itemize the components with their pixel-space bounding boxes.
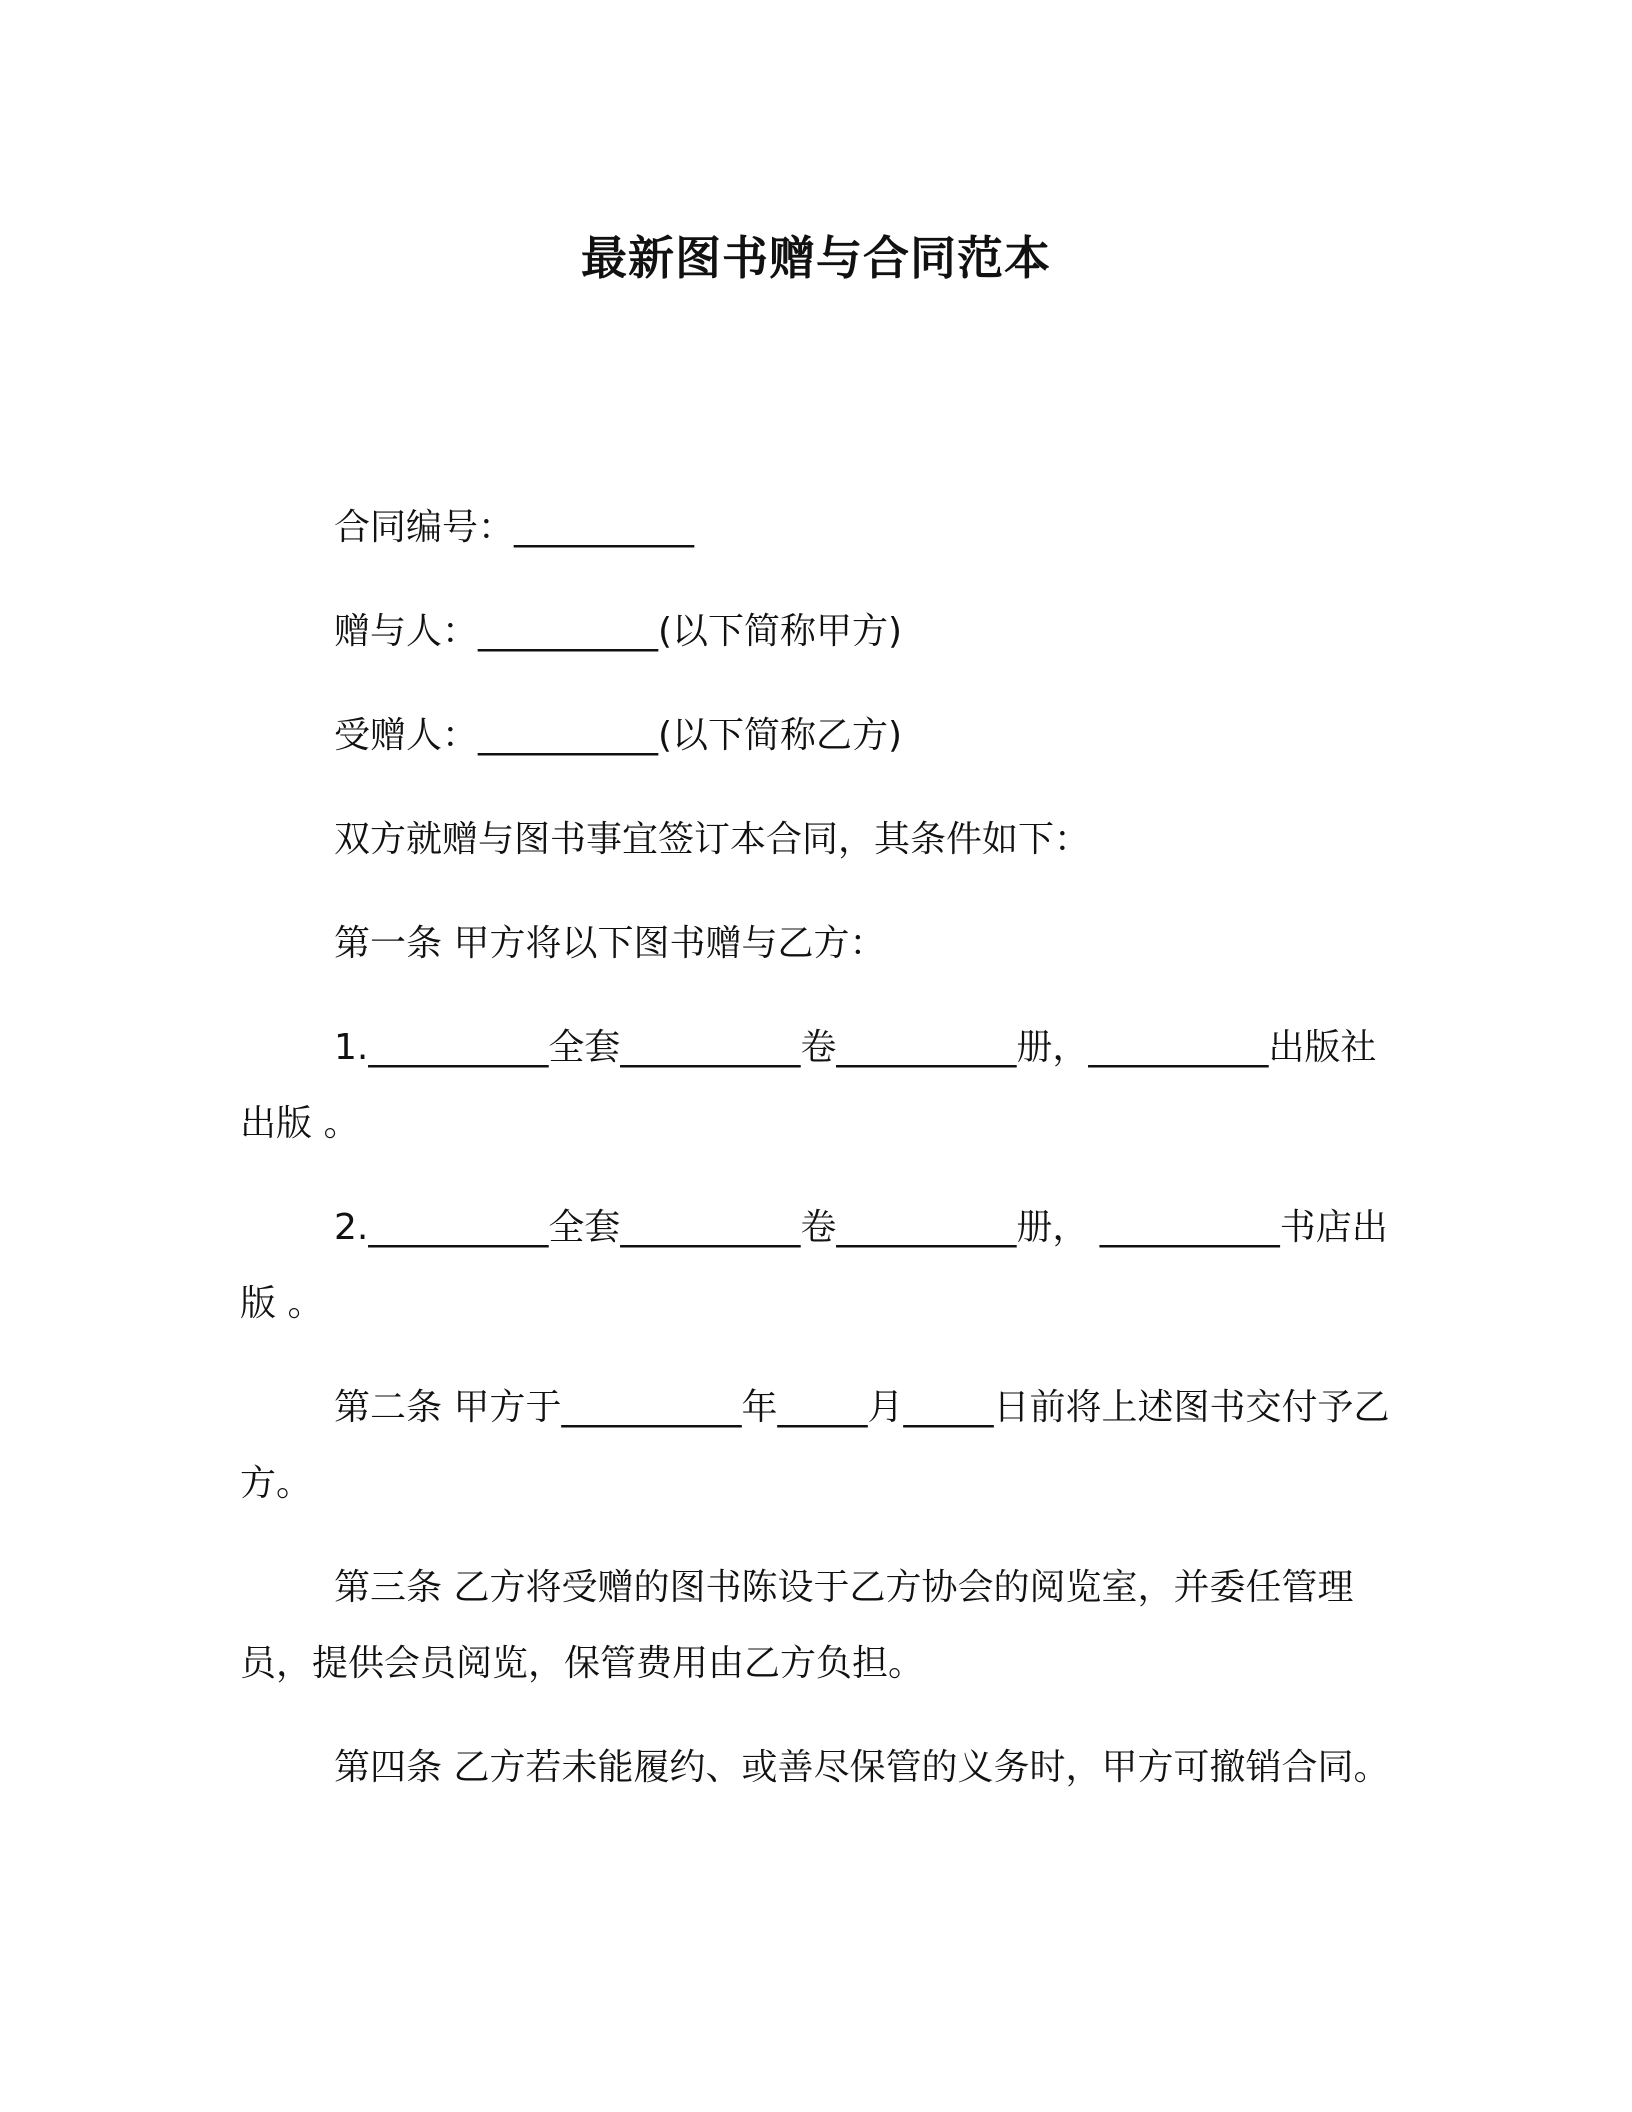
article-3: 第三条 乙方将受赠的图书陈设于乙方协会的阅览室，并委任管理员，提供会员阅览，保管费用由乙方负担。 — [240, 1567, 1354, 1684]
document-body — [240, 490, 1400, 1834]
document-title: 最新图书赠与合同范本 — [581, 231, 1051, 285]
donor-line: 赠与人：__________(以下简称甲方) — [334, 611, 903, 652]
book-item-1: 1.__________全套__________卷__________册，__________出版社出版 。 — [240, 1027, 1377, 1144]
book-item-2: 2.__________全套__________卷__________册， __________书店出版 。 — [240, 1207, 1388, 1324]
agreement-intro: 双方就赠与图书事宜签订本合同，其条件如下： — [334, 819, 1091, 860]
article-1-heading: 第一条 甲方将以下图书赠与乙方： — [334, 923, 886, 964]
contract-number-line: 合同编号：__________ — [334, 507, 695, 548]
recipient-line: 受赠人：__________(以下简称乙方) — [334, 715, 903, 756]
article-4: 第四条 乙方若未能履约、或善尽保管的义务时，甲方可撤销合同。 — [334, 1747, 1390, 1788]
article-2: 第二条 甲方于__________年_____月_____日前将上述图书交付予乙方。 — [240, 1387, 1390, 1504]
